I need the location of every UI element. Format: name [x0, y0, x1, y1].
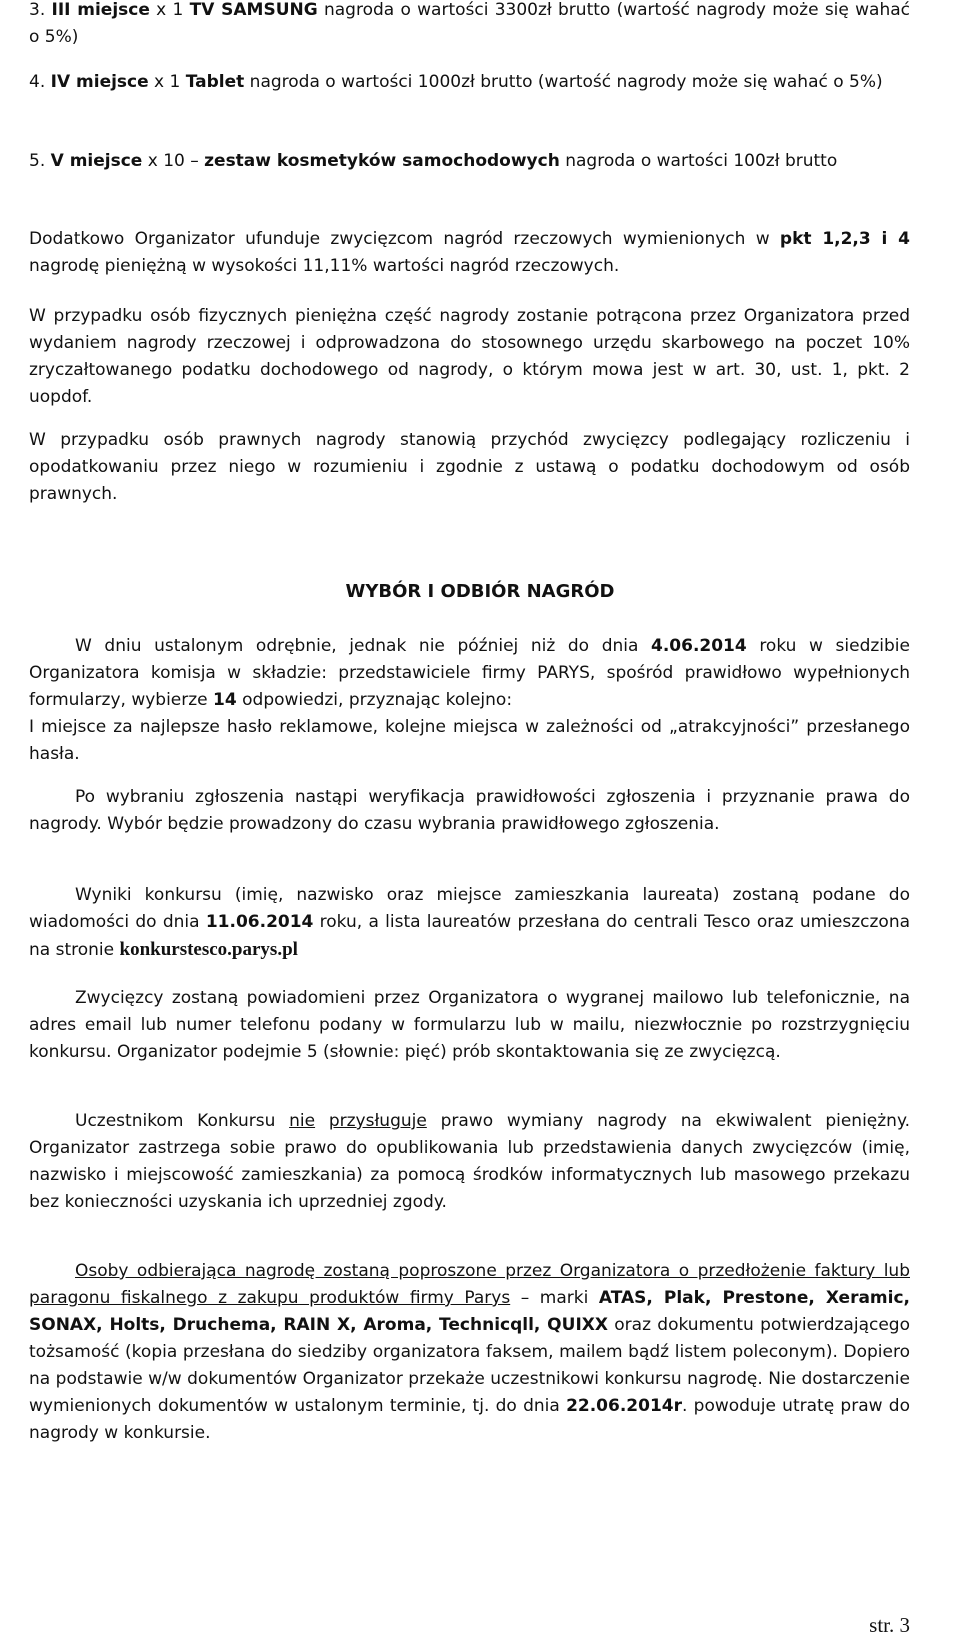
- section-title: WYBÓR I ODBIÓR NAGRÓD: [345, 581, 615, 602]
- equivalent-paragraph: Uczestnikom Konkursu nie przysługuje prawo wymiany nagrody na ekwiwalent pieniężny. Organizator zastrzega sobie prawo do opublikowania lub przedstawienia danych zwycięzców (imię, nazwisko i miejscowość zamieszkania) za pomocą środków informatycznych lub masowego przekazu bez konieczności uzyskania ich uprzedniej zgody.: [29, 1111, 910, 1212]
- prize-item-5: 5. V miejsce x 10 – zestaw kosmetyków samochodowych nagroda o wartości 100zł brutto: [29, 151, 838, 171]
- pickup-paragraph: Osoby odbierająca nagrodę zostaną poproszone przez Organizatora o przedłożenie faktury lub paragonu fiskalnego z zakupu produktów firmy Parys – marki ATAS, Plak, Prestone, Xeramic, SONAX, Holts, Druchema, RAIN X, Aroma, Technicqll, QUIXX oraz dokumentu potwierdzającego tożsamość (kopia przesłana do siedziby organizatora faksem, mailem bądź listem poleconym). Dopiero na podstawie w/w dokumentów Organizator przekaże uczestnikowi konkursu nagrodę. Nie dostarczenie wymienionych dokumentów w ustalonym terminie, tj. do dnia 22.06.2014r. powoduje utratę praw do nagrody w konkursie.: [29, 1261, 911, 1443]
- notification-paragraph: Zwycięzcy zostaną powiadomieni przez Organizatora o wygranej mailowo lub telefonicznie, na adres email lub numer telefonu podany w formularzu lub w mailu, niezwłocznie po rozstrzygnięciu konkursu. Organizator podejmie 5 (słownie: pięć) prób skontaktowania się ze zwycięzcą.: [29, 988, 910, 1062]
- website-address: konkurstesco.parys.pl: [119, 939, 298, 960]
- prize-item-3: 3. III miejsce x 1 TV SAMSUNG nagroda o wartości 3300zł brutto (wartość nagrody może się wahać o 5%): [29, 0, 910, 47]
- extra-cash-paragraph: Dodatkowo Organizator ufunduje zwycięzcom nagród rzeczowych wymienionych w pkt 1,2,3 i 4 nagrodę pieniężną w wysokości 11,11% wartości nagród rzeczowych.: [29, 229, 910, 276]
- page-number: str. 3: [869, 1613, 910, 1637]
- prize-item-4: 4. IV miejsce x 1 Tablet nagroda o wartości 1000zł brutto (wartość nagrody może się wahać o 5%): [29, 72, 883, 92]
- physical-persons-paragraph: W przypadku osób fizycznych pieniężna część nagrody zostanie potrącona przez Organizatora przed wydaniem nagrody rzeczowej i odprowadzona do stosownego urzędu skarbowego na poczet 10% zryczałtowanego podatku dochodowego od nagrody, o którym mowa jest w art. 30, ust. 1, pkt. 2 uopdof.: [29, 306, 910, 407]
- selection-paragraph: W dniu ustalonym odrębnie, jednak nie później niż do dnia 4.06.2014 roku w siedzibie Organizatora komisja w składzie: przedstawiciele firmy PARYS, spośród prawidłowo wypełnionych formularzy, wybierze 14 odpowiedzi, przyznając kolejno: I miejsce za najlepsze hasło reklamowe, kolejne miejsca w zależności od „atrakcyjności” przesłanego hasła.: [29, 636, 910, 764]
- results-paragraph: Wyniki konkursu (imię, nazwisko oraz miejsce zamieszkania laureata) zostaną podane do wiadomości do dnia 11.06.2014 roku, a lista laureatów przesłana do centrali Tesco oraz umieszczona na stronie konkurstesco.parys.pl: [29, 885, 911, 960]
- legal-persons-paragraph: W przypadku osób prawnych nagrody stanowią przychód zwycięzcy podlegający rozliczeniu i opodatkowaniu przez niego w rozumieniu i zgodnie z ustawą o podatku dochodowym od osób prawnych.: [29, 430, 910, 504]
- verification-paragraph: Po wybraniu zgłoszenia nastąpi weryfikacja prawidłowości zgłoszenia i przyznanie prawa do nagrody. Wybór będzie prowadzony do czasu wybrania prawidłowego zgłoszenia.: [29, 787, 910, 834]
